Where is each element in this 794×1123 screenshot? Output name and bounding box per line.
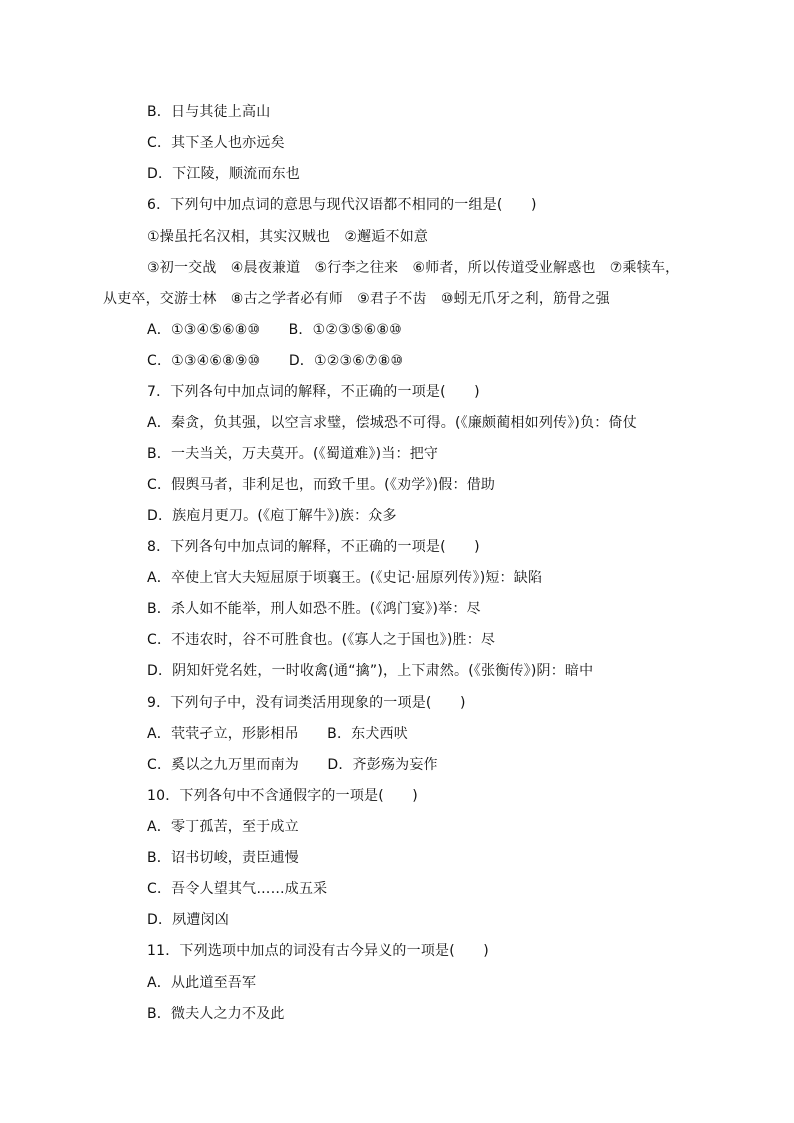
question-10-option-b: B．诏书切峻，责臣逋慢 <box>147 850 299 866</box>
option-d-line: D．下江陵，顺流而东也 <box>147 166 300 182</box>
question-7-option-a: A．秦贪，负其强，以空言求璧，偿城恐不可得。(《廉颇蔺相如列传》)负：倚仗 <box>147 415 637 431</box>
question-8-option-a: A．卒使上官大夫短屈原于顷襄王。(《史记·屈原列传》)短：缺陷 <box>147 570 543 586</box>
question-7-option-c: C．假舆马者，非利足也，而致千里。(《劝学》)假：借助 <box>147 477 496 493</box>
option-b-line: B．日与其徒上高山 <box>147 104 271 120</box>
question-6: 6．下列句中加点词的意思与现代汉语都不相同的一组是( ) <box>147 197 537 213</box>
question-11-option-b: B．微夫人之力不及此 <box>147 1006 285 1022</box>
question-6-options-cd: C．①③④⑥⑧⑨⑩ D．①②③⑥⑦⑧⑩ <box>147 353 404 369</box>
question-6-items-line-2: ③初一交战 ④晨夜兼道 ⑤行李之往来 ⑥师者，所以传道受业解惑也 ⑦乘犊车， <box>147 260 680 276</box>
question-11: 11．下列选项中加点的词没有古今异义的一项是( ) <box>147 943 489 959</box>
question-10-option-a: A．零丁孤苦，至于成立 <box>147 819 299 835</box>
question-8-option-c: C．不违农时，谷不可胜食也。(《寡人之于国也》)胜：尽 <box>147 632 496 648</box>
question-9-options-cd: C．奚以之九万里而南为 D．齐彭殇为妄作 <box>147 757 438 773</box>
question-6-options-ab: A．①③④⑤⑥⑧⑩ B．①②③⑤⑥⑧⑩ <box>147 322 402 338</box>
question-8: 8．下列各句中加点词的解释，不正确的一项是( ) <box>147 539 480 555</box>
question-11-option-a: A．从此道至吾军 <box>147 975 257 991</box>
question-8-option-d: D．阴知奸党名姓，一时收禽(通“擒”)，上下肃然。(《张衡传》)阴：暗中 <box>147 663 594 679</box>
option-c-line: C．其下圣人也亦远矣 <box>147 135 285 151</box>
question-10-option-d: D．夙遭闵凶 <box>147 912 229 928</box>
question-10-option-c: C．吾令人望其气……成五采 <box>147 881 328 897</box>
question-8-option-b: B．杀人如不能举，刑人如恐不胜。(《鸿门宴》)举：尽 <box>147 601 481 617</box>
question-9-options-ab: A．茕茕孑立，形影相吊 B．东犬西吠 <box>147 726 408 742</box>
question-7-option-d: D．族庖月更刀。(《庖丁解牛》)族：众多 <box>147 508 397 524</box>
question-6-items-line-1: ①操虽托名汉相，其实汉贼也 ②邂逅不如意 <box>147 229 429 245</box>
question-7-option-b: B．一夫当关，万夫莫开。(《蜀道难》)当：把守 <box>147 446 439 462</box>
question-10: 10．下列各句中不含通假字的一项是( ) <box>147 788 418 804</box>
question-7: 7．下列各句中加点词的解释，不正确的一项是( ) <box>147 384 480 400</box>
question-6-items-line-3: 从吏卒，交游士林 ⑧古之学者必有师 ⑨君子不齿 ⑩蚓无爪牙之利，筋骨之强 <box>103 291 610 307</box>
question-9: 9．下列句子中，没有词类活用现象的一项是( ) <box>147 695 466 711</box>
